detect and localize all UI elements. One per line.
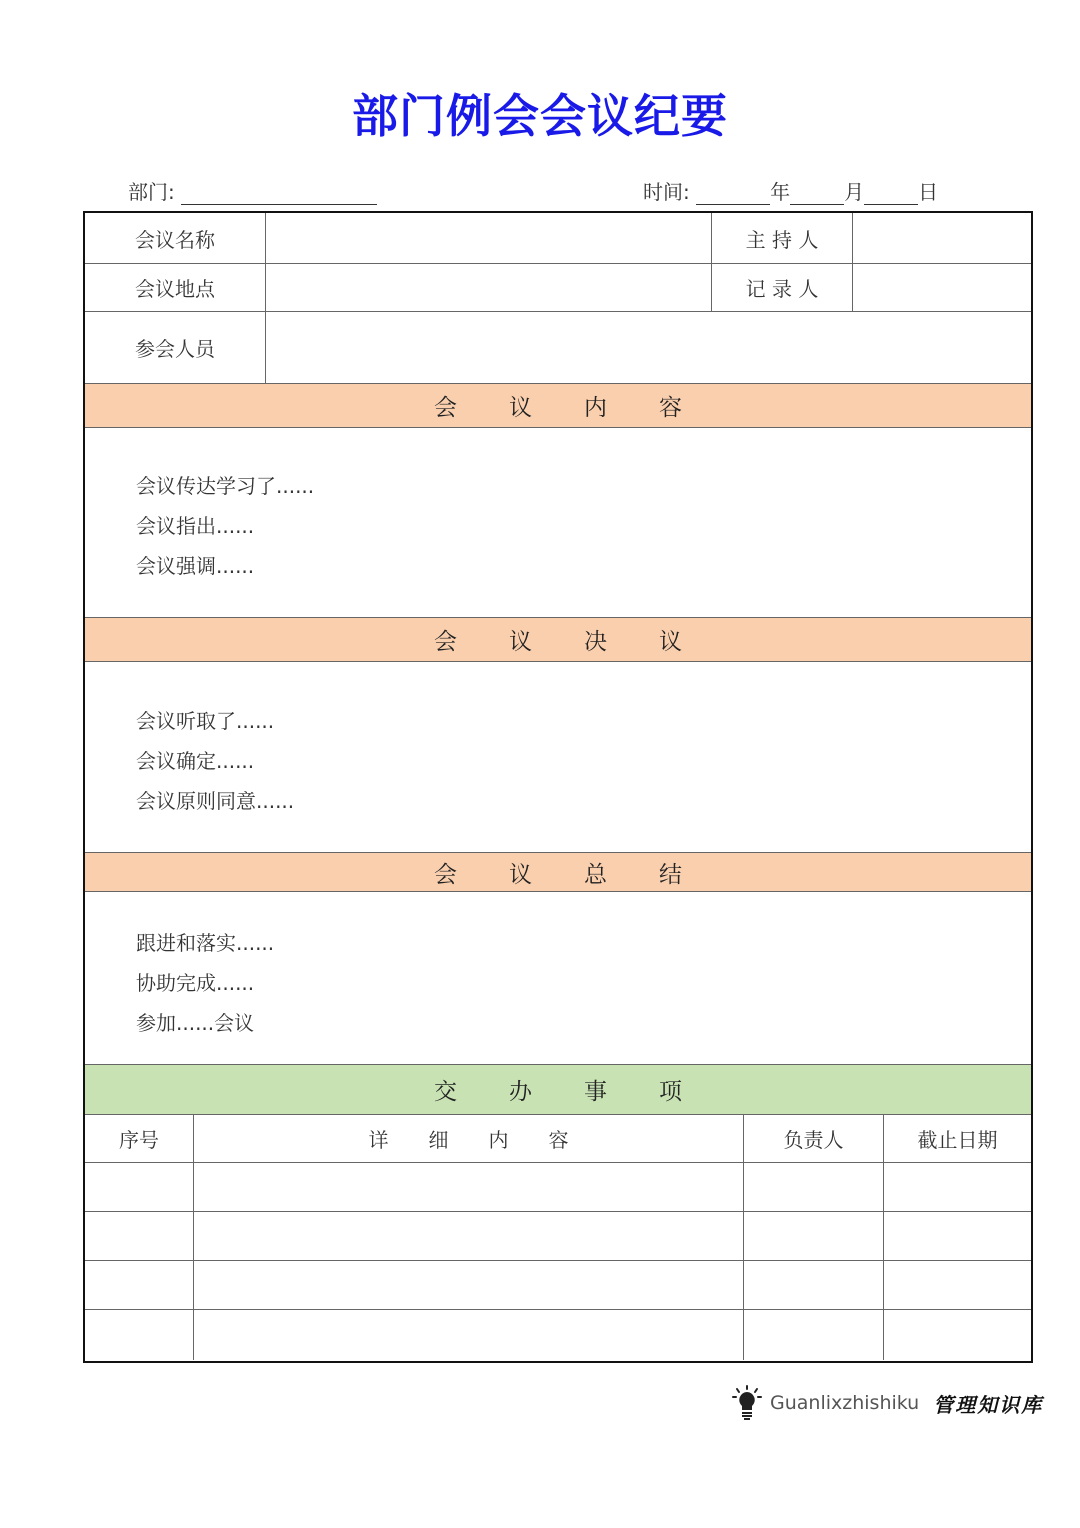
col-header-owner: 负责人	[783, 1127, 844, 1152]
lightbulb-icon	[732, 1385, 762, 1421]
header-char: 议	[659, 629, 682, 655]
time-label: 时间:	[643, 180, 690, 204]
header-char: 办	[509, 1079, 532, 1105]
header-char: 项	[659, 1079, 682, 1105]
resolution-line: 会议原则同意......	[136, 789, 295, 813]
header-char: 会	[434, 861, 457, 888]
summary-line: 参加......会议	[136, 1011, 255, 1035]
col-header-detail: 详 细 内 容	[368, 1127, 569, 1152]
header-char: 议	[509, 861, 532, 888]
content-line: 会议传达学习了......	[136, 474, 315, 498]
col-header-index: 序号	[119, 1127, 159, 1152]
resolution-line: 会议听取了......	[136, 709, 275, 733]
year-blank[interactable]	[696, 184, 770, 205]
department-field[interactable]	[128, 176, 377, 205]
header-char: 容	[659, 395, 682, 421]
footer-brand	[732, 1385, 1043, 1421]
col-header-deadline: 截止日期	[917, 1127, 998, 1152]
month-blank[interactable]	[790, 184, 844, 205]
header-char: 议	[509, 395, 532, 421]
header-char: 内	[584, 395, 607, 421]
page-title: 部门例会会议纪要	[352, 89, 728, 143]
year-label: 年	[770, 180, 791, 204]
summary-line: 协助完成......	[136, 971, 255, 995]
form-table-border	[83, 211, 1033, 1363]
attendees-label: 参会人员	[135, 337, 215, 361]
header-char: 议	[509, 629, 532, 655]
resolution-line: 会议确定......	[136, 749, 255, 773]
header-char: 会	[434, 395, 457, 421]
header-char: 结	[659, 861, 682, 888]
brand-name-en: Guanlixzhishiku	[770, 1392, 920, 1414]
day-blank[interactable]	[864, 184, 918, 205]
meeting-name-label: 会议名称	[135, 227, 215, 252]
department-label: 部门:	[128, 180, 175, 204]
day-label: 日	[918, 180, 939, 204]
host-label: 主 持 人	[745, 227, 819, 252]
recorder-label: 记 录 人	[745, 277, 819, 301]
header-char: 总	[584, 861, 607, 888]
summary-line: 跟进和落实......	[136, 931, 275, 955]
month-label: 月	[844, 180, 865, 204]
header-char: 决	[584, 629, 607, 655]
content-line: 会议指出......	[136, 514, 255, 538]
department-blank[interactable]	[181, 184, 377, 205]
brand-name-cn: 管理知识库	[933, 1392, 1044, 1417]
date-field[interactable]	[643, 176, 938, 205]
content-line: 会议强调......	[136, 554, 255, 578]
header-char: 交	[434, 1079, 457, 1105]
header-char: 事	[584, 1079, 607, 1105]
header-char: 会	[434, 629, 457, 655]
location-label: 会议地点	[135, 277, 215, 301]
